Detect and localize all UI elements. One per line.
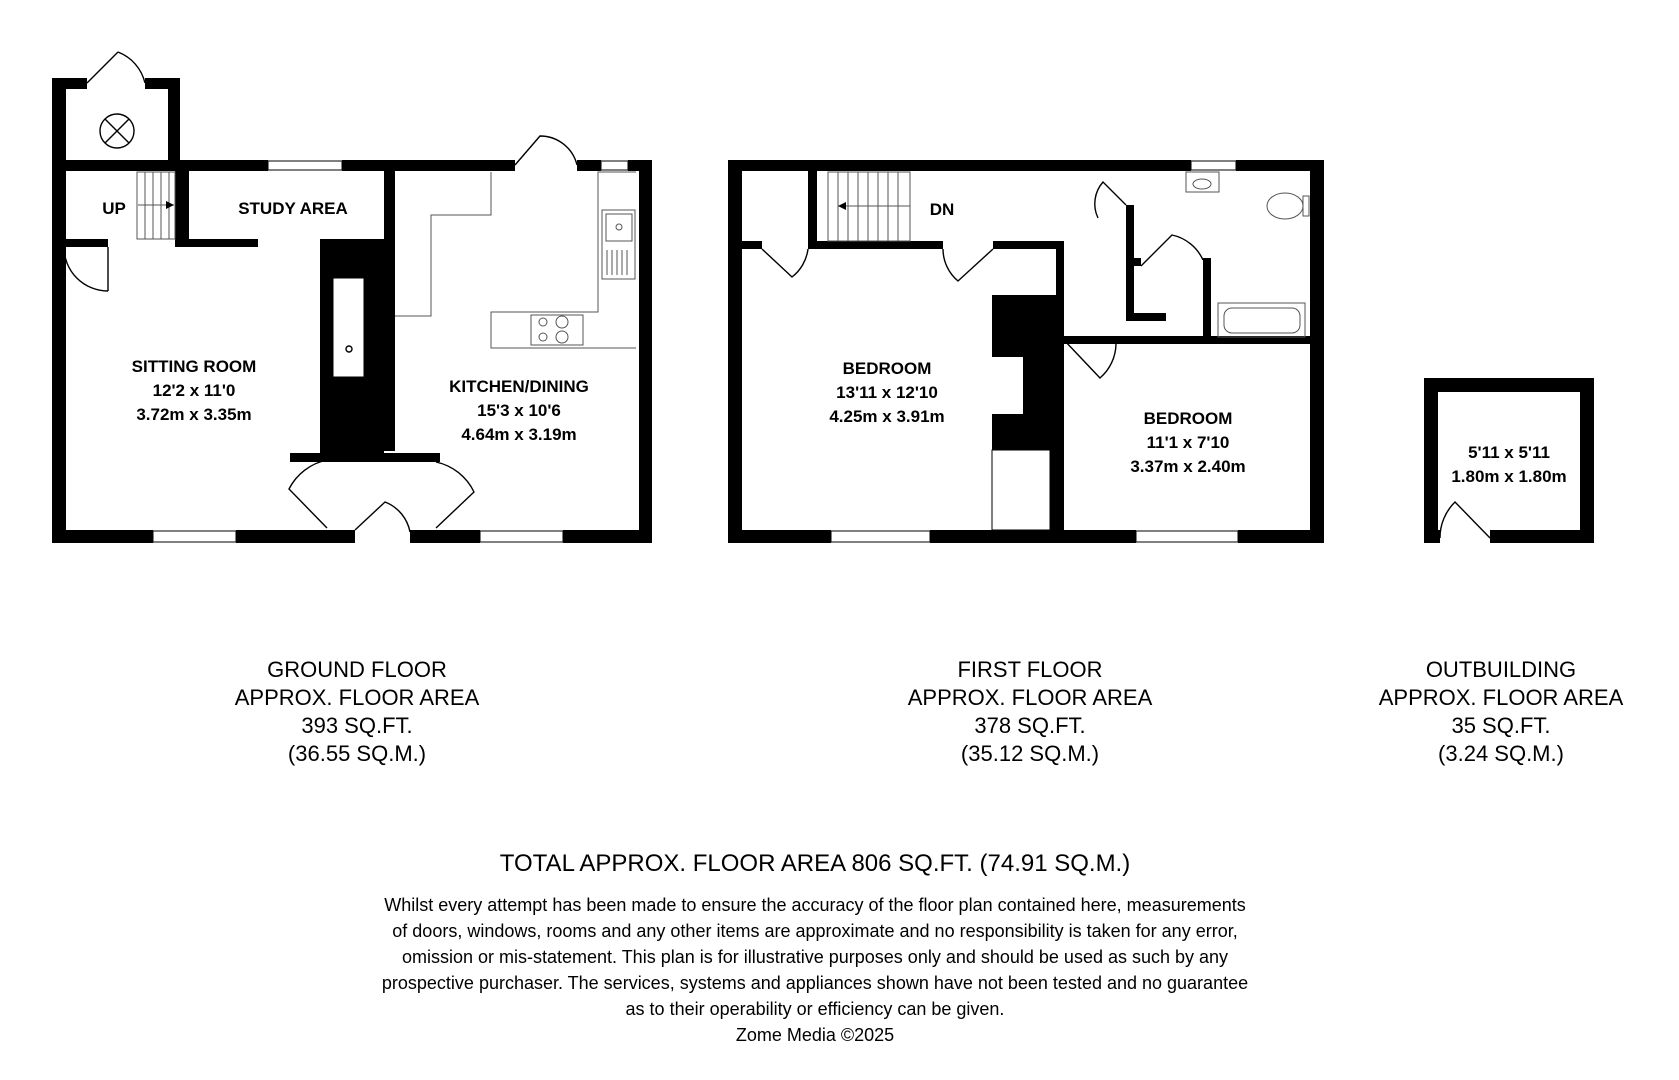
kitchen-dining-name: KITCHEN/DINING <box>449 377 589 396</box>
bedroom-1-name: BEDROOM <box>842 359 932 378</box>
disclaimer-line: prospective purchaser. The services, systems and appliances shown have not been tested and no guarantee <box>381 973 1249 993</box>
caption-line: OUTBUILDING <box>1425 657 1577 682</box>
ground-floor-caption <box>207 656 507 768</box>
bedroom-2-imperial: 11'1 x 7'10 <box>1146 433 1230 452</box>
copyright-line: Zome Media ©2025 <box>735 1025 895 1045</box>
disclaimer-text <box>0 892 1630 1048</box>
stairs-up-label: UP <box>102 199 126 218</box>
stairs-down-label: DN <box>929 200 955 219</box>
bedroom-2-metric: 3.37m x 2.40m <box>1130 457 1246 476</box>
caption-line: APPROX. FLOOR AREA <box>907 685 1153 710</box>
caption-line: FIRST FLOOR <box>957 657 1103 682</box>
sitting-room-imperial: 12'2 x 11'0 <box>152 381 236 400</box>
first-floor-plan <box>728 160 1324 543</box>
ground-floor-plan <box>52 52 652 543</box>
caption-line: 35 SQ.FT. <box>1451 713 1551 738</box>
outbuilding-metric: 1.80m x 1.80m <box>1451 467 1567 486</box>
caption-line: 393 SQ.FT. <box>301 713 413 738</box>
bedroom-1-metric: 4.25m x 3.91m <box>829 407 945 426</box>
caption-line: 378 SQ.FT. <box>974 713 1086 738</box>
disclaimer-line: of doors, windows, rooms and any other items are approximate and no responsibility is taken for any error, <box>392 921 1238 941</box>
disclaimer-line: omission or mis-statement. This plan is for illustrative purposes only and should be used as such by any <box>401 947 1229 967</box>
first-floor-caption <box>880 656 1180 768</box>
study-area-label: STUDY AREA <box>238 199 348 218</box>
disclaimer-line: Whilst every attempt has been made to ensure the accuracy of the floor plan contained here, measurements <box>384 895 1246 915</box>
staircase-down <box>828 172 910 241</box>
caption-line: (3.24 SQ.M.) <box>1438 741 1564 766</box>
kitchen-dining-imperial: 15'3 x 10'6 <box>477 401 561 420</box>
bedroom-1-imperial: 13'11 x 12'10 <box>836 383 938 402</box>
bedroom-2-name: BEDROOM <box>1143 409 1233 428</box>
kitchen-dining-metric: 4.64m x 3.19m <box>461 425 577 444</box>
caption-line: GROUND FLOOR <box>267 657 447 682</box>
roof-light-icon <box>100 114 134 148</box>
outbuilding-caption <box>1351 656 1651 768</box>
total-floor-area: TOTAL APPROX. FLOOR AREA 806 SQ.FT. (74.91 SQ.M.) <box>499 850 1131 877</box>
caption-line: APPROX. FLOOR AREA <box>1378 685 1624 710</box>
sitting-room-name: SITTING ROOM <box>131 357 257 376</box>
disclaimer-line: as to their operability or efficiency can be given. <box>625 999 1005 1019</box>
caption-line: (35.12 SQ.M.) <box>960 741 1100 766</box>
caption-line: APPROX. FLOOR AREA <box>234 685 480 710</box>
sitting-room-metric: 3.72m x 3.35m <box>136 405 252 424</box>
caption-line: (36.55 SQ.M.) <box>287 741 427 766</box>
staircase-up <box>137 172 175 239</box>
outbuilding-imperial: 5'11 x 5'11 <box>1468 443 1550 462</box>
